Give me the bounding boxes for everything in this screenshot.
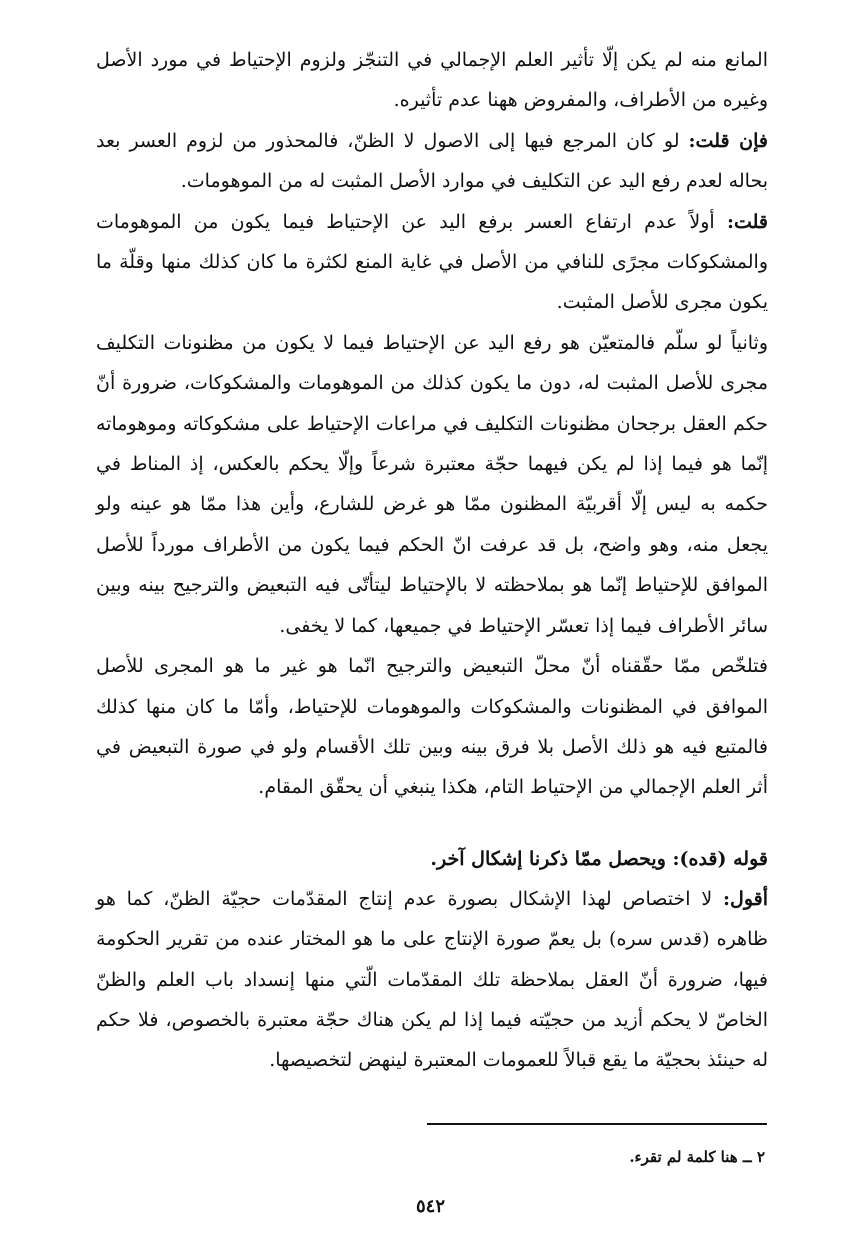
paragraph-5 [96, 646, 768, 808]
paragraph-3-text: أولاً عدم ارتفاع العسر برفع اليد عن الإحتياط فيما يكون من الموهومات والمشكوكات مجرًى للنافي من الأصل في غاية المنع لكثرة ما كان كذلك منها وقلّة ما يكون مجرى للأصل المثبت. [96, 210, 768, 314]
footnote-divider [427, 1123, 767, 1125]
paragraph-6-lead: أقول: [723, 887, 768, 910]
section-heading: قوله (قده): ويحصل ممّا ذكرنا إشكال آخر. [430, 847, 768, 870]
paragraph-6-text: لا اختصاص لهذا الإشكال بصورة عدم إنتاج المقدّمات حجيّة الظنّ، كما هو ظاهره (قدس سره) بل يعمّ صورة الإنتاج على ما هو المختار عنده من تقرير الحكومة فيها، ضرورة أنّ العقل بملاحظة تلك المقدّمات الّتي منها إنسداد باب العلم والظنّ الخاصّ لا يحكم أزيد من حجيّته فيما إذا لم يكن هناك حجّة معتبرة بالخصوص، فلا حكم له حينئذ بحجيّة ما يقع قبالاً للعمومات المعتبرة لينهض لتخصيصها. [96, 887, 768, 1072]
paragraph-4 [96, 323, 768, 646]
paragraph-2-lead: فإن قلت: [688, 129, 769, 152]
paragraph-1-text: المانع منه لم يكن إلّا تأثير العلم الإجمالي في التنجّز ولزوم الإحتياط في مورد الأصل وغيره من الأطراف، والمفروض ههنا عدم تأثيره. [96, 49, 768, 112]
paragraph-6 [96, 879, 768, 1081]
paragraph-2-text: لو كان المرجع فيها إلى الاصول لا الظنّ، فالمحذور من لزوم العسر بعد بحاله لعدم رفع اليد عن التكليف في موارد الأصل المثبت له من الموهومات. [96, 129, 768, 193]
page-body [96, 40, 768, 1081]
paragraph-3 [96, 202, 768, 323]
paragraph-2 [96, 121, 768, 202]
paragraph-1 [96, 40, 768, 121]
paragraph-5-text: فتلخّص ممّا حقّقناه أنّ محلّ التبعيض والترجيح انّما هو غير ما هو المجرى للأصل الموافق في المظنونات والمشكوكات والموهومات للإحتياط، وأمّا ما كان منها كذلك فالمتبع فيه هو ذلك الأصل بلا فرق بينه وبين تلك الأقسام ولو في صورة التبعيض في أثر العلم الإجمالي من الإحتياط التام، هكذا ينبغي أن يحقّق المقام. [96, 655, 768, 799]
paragraph-3-lead: قلت: [726, 210, 768, 233]
section-gap [96, 808, 768, 839]
footnote: ٢ ــ هنا كلمة لم تقرء. [629, 1148, 765, 1166]
page-number: ٥٤٢ [415, 1196, 445, 1217]
paragraph-4-text: وثانياً لو سلّم فالمتعيّن هو رفع اليد عن الإحتياط فيما لا يكون من مظنونات التكليف مجرى للأصل المثبت له، دون ما يكون كذلك من الموهومات والمشكوكات، ضرورة أنّ حكم العقل برجحان مظنونات التكليف في مراعات الإحتياط على مشكوكاته وموهوماته إنّما هو فيما إذا لم يكن فيهما حجّة معتبرة شرعاً وإلّا يحكم بالعكس، إذ المناط في حكمه به ليس إلّا أقربيّة المظنون ممّا هو غرض للشارع، وأين هذا ممّا هو عينه ولو يجعل منه، وهو واضح، بل قد عرفت انّ الحكم فيما يكون من الأطراف مورداً للأصل الموافق للإحتياط إنّما هو بملاحظته لا بالإحتياط ليتأتّى فيه التبعيض والترجيح بينه وبين سائر الأطراف فيما إذا تعسّر الإحتياط في جميعها، كما لا يخفى. [96, 331, 768, 637]
